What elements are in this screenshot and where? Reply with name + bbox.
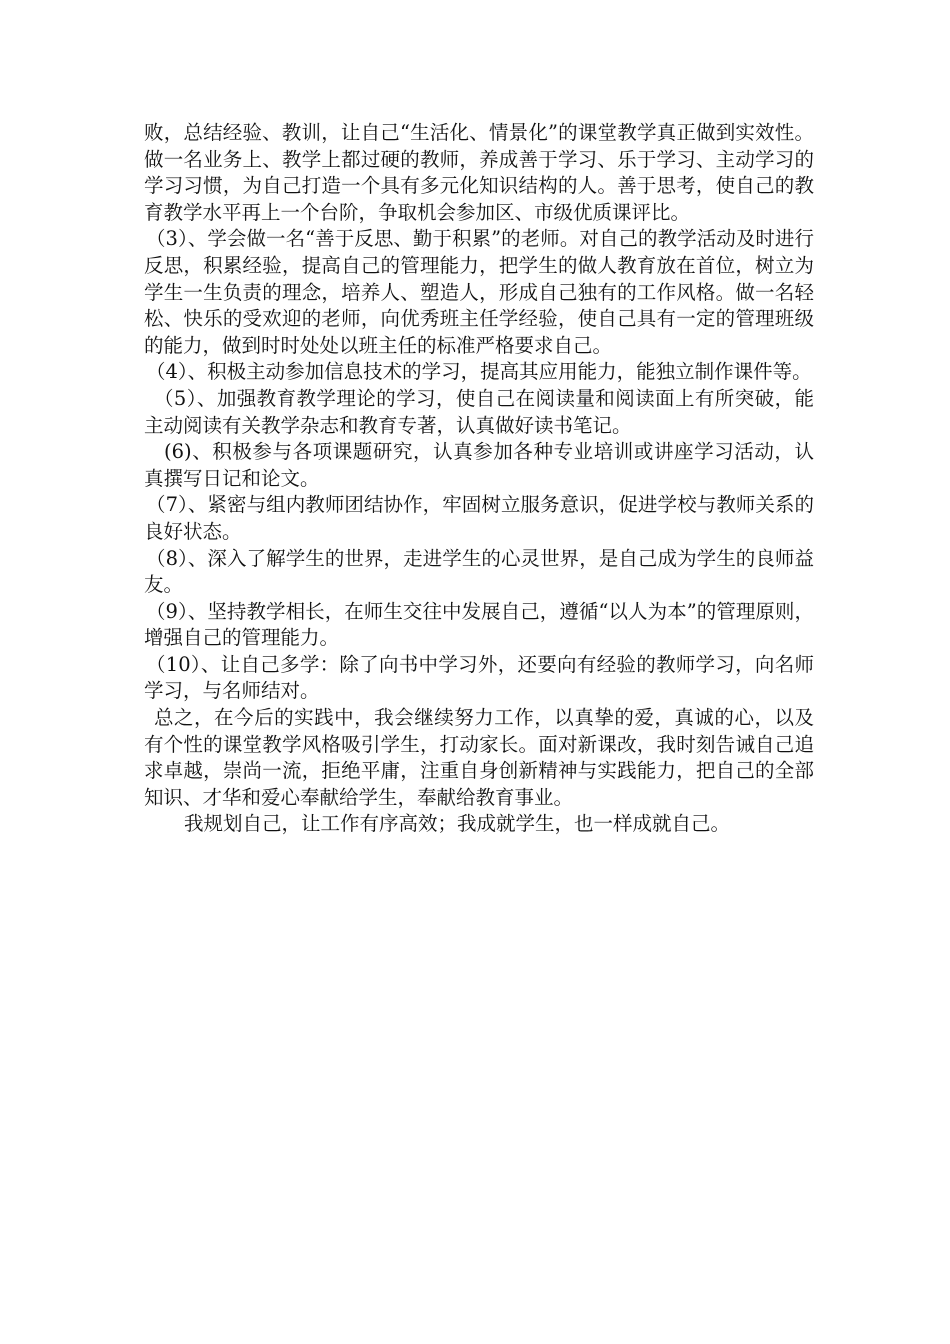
paragraph-item-4: （4）、积极主动参加信息技术的学习，提高其应用能力，能独立制作课件等。 xyxy=(146,360,812,384)
document-body xyxy=(144,120,814,838)
paragraph-item-7: （7）、紧密与组内教师团结协作，牢固树立服务意识，促进学校与教师关系的良好状态。 xyxy=(144,493,814,543)
paragraph-item-3: （3）、学会做一名“善于反思、勤于积累”的老师。对自己的教学活动及时进行反思，积累经验，提高自己的管理能力，把学生的做人教育放在首位，树立为学生一生负责的理念，培养人、塑造人，形成自己独有的工作风格。做一名轻松、快乐的受欢迎的老师，向优秀班主任学经验，使自己具有一定的管理班级的能力，做到时时处处以班主任的标准严格要求自己。 xyxy=(144,227,814,357)
paragraph-item-6: (6)、积极参与各项课题研究，认真参加各种专业培训或讲座学习活动，认真撰写日记和论文。 xyxy=(144,440,814,490)
paragraph-item-5: （5）、加强教育教学理论的学习，使自己在阅读量和阅读面上有所突破，能主动阅读有关教学杂志和教育专著，认真做好读书笔记。 xyxy=(144,386,814,437)
paragraph-continuation: 败，总结经验、教训，让自己“生活化、情景化”的课堂教学真正做到实效性。做一名业务上、教学上都过硬的教师，养成善于学习、乐于学习、主动学习的学习习惯，为自己打造一个具有多元化知识结构的人。善于思考，使自己的教育教学水平再上一个台阶，争取机会参加区、市级优质课评比。 xyxy=(144,121,814,224)
paragraph-item-10: （10）、让自己多学：除了向书中学习外，还要向有经验的教师学习，向名师学习，与名师结对。 xyxy=(144,652,814,703)
paragraph-closing: 我规划自己，让工作有序高效；我成就学生，也一样成就自己。 xyxy=(184,812,731,836)
paragraph-item-8: （8）、深入了解学生的世界，走进学生的心灵世界，是自己成为学生的良师益友。 xyxy=(144,546,814,597)
paragraph-item-9: （9）、坚持教学相长，在师生交往中发展自己，遵循“以人为本”的管理原则，增强自己的管理能力。 xyxy=(144,599,814,650)
paragraph-summary: 总之，在今后的实践中，我会继续努力工作，以真挚的爱，真诚的心，以及有个性的课堂教学风格吸引学生，打动家长。面对新课改，我时刻告诫自己追求卓越，崇尚一流，拒绝平庸，注重自身创新精神与实践能力，把自己的全部知识、才华和爱心奉献给学生，奉献给教育事业。 xyxy=(144,706,814,809)
